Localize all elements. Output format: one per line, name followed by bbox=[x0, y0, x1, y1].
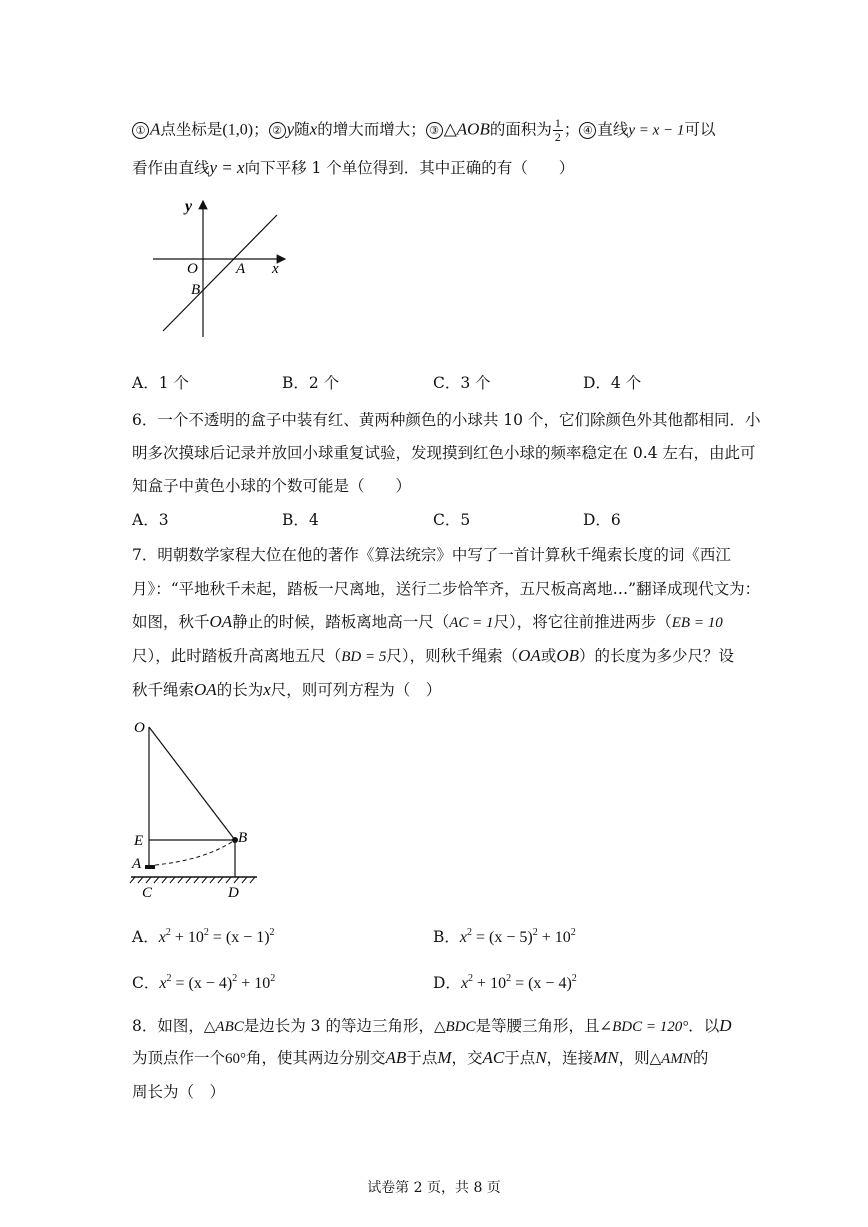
q7-option-d[interactable]: D．$x^2 + 10^2 = (x - 4)^2$ bbox=[433, 973, 577, 992]
q7-option-c[interactable]: C．$x^2 = (x - 4)^2 + 10^2$ bbox=[132, 973, 276, 992]
label-O: O bbox=[134, 720, 145, 736]
q5-option-a[interactable]: A．1 个 bbox=[132, 374, 189, 392]
q7-line-1: 7．明朝数学家程大位在他的著作《算法统宗》中写了一首计算秋千绳索长度的词《西江 bbox=[132, 546, 731, 564]
label-y: y bbox=[185, 198, 193, 215]
q8-line-1: 8．如图，△ABC是边长为 3 的等边三角形，△BDC是等腰三角形，且∠BDC = 120°．以D bbox=[132, 1016, 732, 1035]
q8-line-3: 周长为（ ） bbox=[132, 1083, 226, 1101]
seat-A bbox=[145, 865, 155, 869]
circled-4: ④ bbox=[579, 122, 596, 139]
q6-line-3: 知盒子中黄色小球的个数可能是（ ） bbox=[132, 477, 412, 495]
q7-line-2: 月》：“平地秋千未起，踏板一尺离地，送行二步恰竿齐，五尺板高离地…”翻译成现代文为： bbox=[132, 580, 761, 598]
q7-line-4: 尺），此时踏板升高离地五尺（BD = 5尺），则秋千绳索（OA或OB）的长度为多少尺？设 bbox=[132, 646, 735, 665]
q6-line-1: 6．一个不透明的盒子中装有红、黄两种颜色的小球共 10 个，它们除颜色外其他都相同．小 bbox=[132, 411, 761, 429]
q7-swing-figure bbox=[125, 715, 265, 905]
label-C: C bbox=[142, 885, 153, 901]
q5-question-line: 看作由直线y = x向下平移 1 个单位得到．其中正确的有（ ） bbox=[132, 158, 575, 177]
q7-line-5: 秋千绳索OA的长为x尺，则可列方程为（ ） bbox=[132, 680, 442, 699]
q5-option-d[interactable]: D．4 个 bbox=[583, 374, 642, 392]
q6-option-c[interactable]: C．5 bbox=[433, 511, 471, 529]
label-E: E bbox=[134, 833, 144, 849]
label-A: A bbox=[236, 261, 246, 277]
label-B: B bbox=[191, 282, 201, 298]
label-O: O bbox=[187, 261, 198, 277]
q5-statements-line: ① A点坐标是(1,0)； ② y随x的增大而增大； ③ △AOB的面积为 $\frac{1}{2}$ ； ④ 直线y = x − 1可以 bbox=[132, 117, 715, 144]
label-A: A bbox=[132, 856, 142, 872]
label-D: D bbox=[228, 885, 239, 901]
label-B: B bbox=[238, 830, 248, 846]
q8-line-2: 为顶点作一个60°角，使其两边分别交AB于点M，交AC于点N，连接MN，则△AMN的 bbox=[132, 1048, 709, 1067]
q5-option-c[interactable]: C．3 个 bbox=[433, 374, 491, 392]
rope-OB bbox=[149, 727, 235, 840]
q5-coordinate-figure bbox=[145, 195, 295, 340]
circled-2: ② bbox=[269, 122, 286, 139]
q6-option-d[interactable]: D．6 bbox=[583, 511, 621, 529]
q7-option-b[interactable]: B．$x^2 = (x - 5)^2 + 10^2$ bbox=[433, 927, 576, 946]
page-footer: 试卷第 2 页，共 8 页 bbox=[367, 1180, 501, 1196]
q6-line-2: 明多次摸球后记录并放回小球重复试验，发现摸到红色小球的频率稳定在 0.4 左右，由此可 bbox=[132, 444, 756, 462]
graph-line bbox=[163, 215, 277, 331]
fraction-one-half: $\frac{1}{2}$ bbox=[554, 116, 561, 144]
q6-option-b[interactable]: B．4 bbox=[282, 511, 319, 529]
q7-line-3: 如图，秋千OA静止的时候，踏板离地高一尺（AC = 1尺），将它往前推进两步（EB = 10 bbox=[132, 612, 723, 631]
ground-hatch bbox=[130, 877, 255, 883]
circled-3: ③ bbox=[426, 122, 443, 139]
circled-1: ① bbox=[132, 122, 149, 139]
label-x: x bbox=[272, 261, 279, 277]
swing-arc bbox=[155, 840, 235, 865]
q6-option-a[interactable]: A．3 bbox=[132, 511, 169, 529]
q5-option-b[interactable]: B．2 个 bbox=[282, 374, 340, 392]
q7-option-a[interactable]: A．$x^2 + 10^2 = (x - 1)^2$ bbox=[132, 927, 275, 946]
